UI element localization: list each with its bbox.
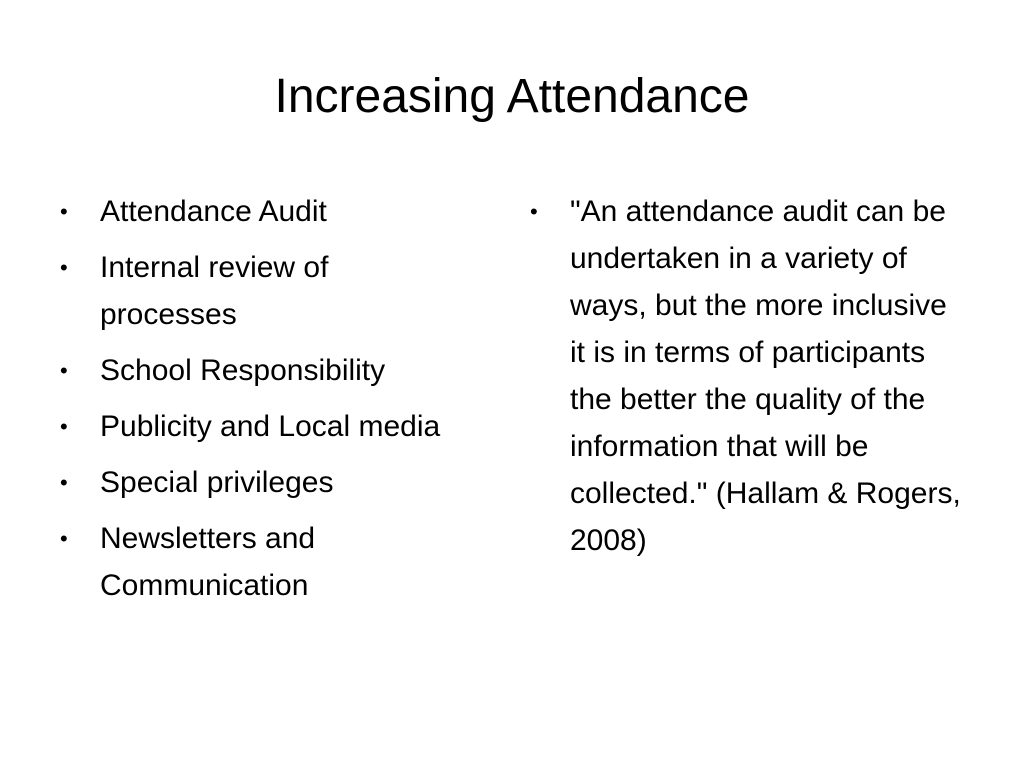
slide-title: Increasing Attendance [274, 70, 750, 123]
left-bullet-list [60, 188, 460, 618]
list-item [60, 403, 460, 450]
right-bullet-list [530, 188, 970, 573]
bullet-icon: • [60, 414, 68, 439]
list-item [60, 244, 460, 338]
bullet-icon: • [60, 526, 68, 551]
bullet-icon: • [530, 199, 538, 224]
list-item [60, 188, 460, 235]
list-item-text: Special privileges [100, 466, 334, 499]
bullet-icon: • [60, 358, 68, 383]
list-item-text: Publicity and Local media [100, 410, 441, 443]
list-item [60, 459, 460, 506]
bullet-icon: • [60, 255, 68, 280]
list-item-text: Attendance Audit [100, 195, 327, 228]
quote-text: "An attendance audit can be undertaken in a variety of ways, but the more inclusive it is in terms of participants the better the quality of the information that will be collected." (Hallam & Rogers, 2008) [570, 195, 961, 557]
list-item-text: Newsletters and Communication [100, 522, 316, 602]
list-item-text: School Responsibility [100, 354, 386, 387]
quote-item [530, 188, 970, 564]
list-item-text: Internal review of processes [100, 251, 329, 331]
bullet-icon: • [60, 199, 68, 224]
bullet-icon: • [60, 470, 68, 495]
list-item [60, 347, 460, 394]
list-item [60, 515, 460, 609]
